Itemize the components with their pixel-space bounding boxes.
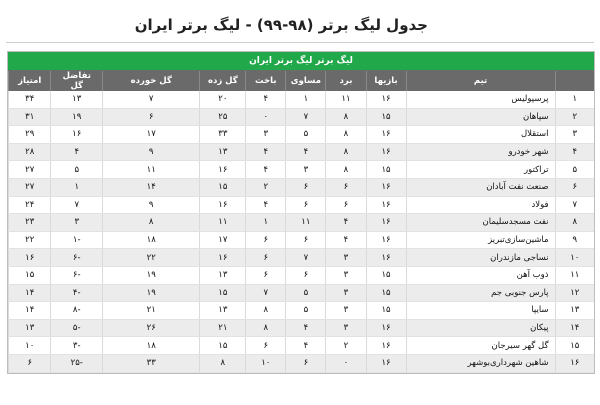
points-cell: ۲۲: [9, 231, 51, 249]
rank-cell: ۱۲: [555, 284, 594, 302]
goal-difference-cell: -۶: [51, 266, 103, 284]
goals-against-cell: ۱۷: [103, 126, 200, 144]
goals-against-cell: ۱۱: [103, 161, 200, 179]
goals-against-cell: ۹: [103, 143, 200, 161]
goal-difference-cell: ۳: [51, 214, 103, 232]
goals-against-cell: ۱۹: [103, 266, 200, 284]
drawn-cell: ۴: [286, 319, 326, 337]
header-points: امتیاز: [9, 71, 51, 91]
points-cell: ۱۴: [9, 284, 51, 302]
played-cell: ۱۶: [366, 231, 406, 249]
points-cell: ۱۳: [9, 319, 51, 337]
table-row: [9, 266, 595, 284]
points-cell: ۱۴: [9, 302, 51, 320]
team-cell: شاهین شهرداری‌بوشهر: [406, 354, 555, 372]
goals-for-cell: ۲۵: [200, 108, 246, 126]
points-cell: ۲۹: [9, 126, 51, 144]
goal-difference-cell: ۱۹: [51, 108, 103, 126]
goal-difference-cell: -۸: [51, 302, 103, 320]
goals-against-cell: ۱۸: [103, 337, 200, 355]
drawn-cell: ۶: [286, 231, 326, 249]
rank-cell: ۶: [555, 178, 594, 196]
title-divider: [6, 42, 594, 43]
drawn-cell: ۵: [286, 126, 326, 144]
team-cell: ذوب آهن: [406, 266, 555, 284]
drawn-cell: ۷: [286, 108, 326, 126]
goals-against-cell: ۶: [103, 108, 200, 126]
goal-difference-cell: ۵: [51, 161, 103, 179]
team-cell: ماشین‌سازی‌تبریز: [406, 231, 555, 249]
rank-cell: ۱: [555, 91, 594, 108]
goals-for-cell: ۱۳: [200, 266, 246, 284]
drawn-cell: ۶: [286, 196, 326, 214]
goal-difference-cell: ۷: [51, 196, 103, 214]
lost-cell: ۱: [246, 214, 286, 232]
lost-cell: ۴: [246, 143, 286, 161]
table-row: [9, 249, 595, 267]
won-cell: ۳: [326, 302, 366, 320]
team-cell: پیکان: [406, 319, 555, 337]
goals-against-cell: ۳۳: [103, 354, 200, 372]
lost-cell: ۴: [246, 196, 286, 214]
points-cell: ۱۰: [9, 337, 51, 355]
rank-cell: ۵: [555, 161, 594, 179]
team-cell: نفت مسجدسلیمان: [406, 214, 555, 232]
table-row: [9, 302, 595, 320]
table-row: [9, 214, 595, 232]
lost-cell: ۳: [246, 126, 286, 144]
rank-cell: ۱۰: [555, 249, 594, 267]
goal-difference-cell: -۶: [51, 249, 103, 267]
points-cell: ۳۱: [9, 108, 51, 126]
played-cell: ۱۶: [366, 143, 406, 161]
won-cell: ۳: [326, 249, 366, 267]
table-row: [9, 91, 595, 108]
goals-against-cell: ۱۹: [103, 284, 200, 302]
drawn-cell: ۴: [286, 143, 326, 161]
team-cell: تراکتور: [406, 161, 555, 179]
played-cell: ۱۵: [366, 266, 406, 284]
won-cell: ۶: [326, 178, 366, 196]
drawn-cell: ۵: [286, 284, 326, 302]
table-row: [9, 196, 595, 214]
played-cell: ۱۶: [366, 337, 406, 355]
goals-for-cell: ۸: [200, 354, 246, 372]
lost-cell: ۶: [246, 337, 286, 355]
points-cell: ۶: [9, 354, 51, 372]
page-title: جدول لیگ برتر (۹۸-۹۹) - لیگ برتر ایران: [134, 16, 428, 34]
goals-against-cell: ۲۱: [103, 302, 200, 320]
header-goals-against: گل خورده: [103, 71, 200, 91]
goal-difference-cell: ۴: [51, 143, 103, 161]
lost-cell: ۶: [246, 266, 286, 284]
won-cell: ۳: [326, 319, 366, 337]
team-cell: نساجی مازندران: [406, 249, 555, 267]
goals-for-cell: ۱۶: [200, 249, 246, 267]
header-lost: باخت: [246, 71, 286, 91]
played-cell: ۱۶: [366, 249, 406, 267]
lost-cell: ۴: [246, 91, 286, 108]
header-row: [9, 71, 595, 91]
goals-for-cell: ۱۳: [200, 302, 246, 320]
goals-for-cell: ۱۷: [200, 231, 246, 249]
drawn-cell: ۵: [286, 302, 326, 320]
points-cell: ۲۷: [9, 161, 51, 179]
goal-difference-cell: -۴: [51, 284, 103, 302]
lost-cell: ۷: [246, 284, 286, 302]
goals-against-cell: ۸: [103, 214, 200, 232]
table-row: [9, 337, 595, 355]
rank-cell: ۹: [555, 231, 594, 249]
lost-cell: ۴: [246, 161, 286, 179]
goal-difference-cell: -۱: [51, 231, 103, 249]
points-cell: ۲۳: [9, 214, 51, 232]
goal-difference-cell: ۱: [51, 178, 103, 196]
table-row: [9, 126, 595, 144]
team-cell: فولاد: [406, 196, 555, 214]
team-cell: سایپا: [406, 302, 555, 320]
rank-cell: ۱۱: [555, 266, 594, 284]
table-row: [9, 143, 595, 161]
table-row: [9, 161, 595, 179]
rank-cell: ۷: [555, 196, 594, 214]
won-cell: ۶: [326, 196, 366, 214]
team-cell: سپاهان: [406, 108, 555, 126]
team-cell: صنعت نفت آبادان: [406, 178, 555, 196]
header-team: تیم: [406, 71, 555, 91]
won-cell: ۰: [326, 354, 366, 372]
drawn-cell: ۶: [286, 266, 326, 284]
team-cell: استقلال: [406, 126, 555, 144]
played-cell: ۱۶: [366, 214, 406, 232]
played-cell: ۱۶: [366, 91, 406, 108]
drawn-cell: ۱: [286, 91, 326, 108]
goals-against-cell: ۱۴: [103, 178, 200, 196]
goals-for-cell: ۲۰: [200, 91, 246, 108]
played-cell: ۱۶: [366, 354, 406, 372]
goals-for-cell: ۳۳: [200, 126, 246, 144]
drawn-cell: ۶: [286, 178, 326, 196]
played-cell: ۱۶: [366, 196, 406, 214]
header-won: برد: [326, 71, 366, 91]
goals-against-cell: ۲۶: [103, 319, 200, 337]
won-cell: ۴: [326, 214, 366, 232]
goals-for-cell: ۱۶: [200, 161, 246, 179]
played-cell: ۱۵: [366, 161, 406, 179]
rank-cell: ۳: [555, 126, 594, 144]
rank-cell: ۱۵: [555, 337, 594, 355]
points-cell: ۳۴: [9, 91, 51, 108]
table-row: [9, 178, 595, 196]
table-row: [9, 319, 595, 337]
goals-for-cell: ۱۵: [200, 284, 246, 302]
rank-cell: ۱۴: [555, 319, 594, 337]
played-cell: ۱۵: [366, 284, 406, 302]
points-cell: ۲۴: [9, 196, 51, 214]
won-cell: ۸: [326, 143, 366, 161]
drawn-cell: ۴: [286, 337, 326, 355]
team-cell: پرسپولیس: [406, 91, 555, 108]
drawn-cell: ۳: [286, 161, 326, 179]
won-cell: ۸: [326, 161, 366, 179]
played-cell: ۱۵: [366, 108, 406, 126]
header-rank: [555, 71, 594, 91]
header-goals-for: گل زده: [200, 71, 246, 91]
league-table: [7, 51, 595, 374]
won-cell: ۱۱: [326, 91, 366, 108]
goals-against-cell: ۲۲: [103, 249, 200, 267]
rank-cell: ۴: [555, 143, 594, 161]
goals-for-cell: ۱۶: [200, 196, 246, 214]
points-cell: ۲۸: [9, 143, 51, 161]
goals-for-cell: ۲۱: [200, 319, 246, 337]
table-caption: لیگ برتر لیگ برتر ایران: [8, 52, 594, 71]
table-row: [9, 284, 595, 302]
played-cell: ۱۵: [366, 302, 406, 320]
goal-difference-cell: ۱۶: [51, 126, 103, 144]
goals-against-cell: ۹: [103, 196, 200, 214]
drawn-cell: ۱۱: [286, 214, 326, 232]
won-cell: ۸: [326, 108, 366, 126]
table-row: [9, 231, 595, 249]
won-cell: ۸: [326, 126, 366, 144]
goal-difference-cell: -۲۵: [51, 354, 103, 372]
played-cell: ۱۶: [366, 126, 406, 144]
points-cell: ۲۷: [9, 178, 51, 196]
header-goal-difference: تفاضل گل: [51, 71, 103, 91]
goal-difference-cell: ۱۳: [51, 91, 103, 108]
goal-difference-cell: -۵: [51, 319, 103, 337]
team-cell: گل گهر سیرجان: [406, 337, 555, 355]
rank-cell: ۲: [555, 108, 594, 126]
goals-against-cell: ۷: [103, 91, 200, 108]
lost-cell: ۱۰: [246, 354, 286, 372]
points-cell: ۱۶: [9, 249, 51, 267]
table-row: [9, 354, 595, 372]
goals-against-cell: ۱۸: [103, 231, 200, 249]
lost-cell: ۶: [246, 249, 286, 267]
header-played: بازیها: [366, 71, 406, 91]
points-cell: ۱۵: [9, 266, 51, 284]
won-cell: ۳: [326, 284, 366, 302]
goals-for-cell: ۱۳: [200, 143, 246, 161]
standings-table: [8, 71, 594, 373]
goals-for-cell: ۱۵: [200, 178, 246, 196]
lost-cell: ۸: [246, 302, 286, 320]
lost-cell: ۲: [246, 178, 286, 196]
rank-cell: ۱۳: [555, 302, 594, 320]
played-cell: ۱۶: [366, 319, 406, 337]
rank-cell: ۸: [555, 214, 594, 232]
table-row: [9, 108, 595, 126]
header-drawn: مساوی: [286, 71, 326, 91]
lost-cell: ۰: [246, 108, 286, 126]
drawn-cell: ۷: [286, 249, 326, 267]
rank-cell: ۱۶: [555, 354, 594, 372]
team-cell: شهر خودرو: [406, 143, 555, 161]
lost-cell: ۶: [246, 231, 286, 249]
team-cell: پارس جنوبی جم: [406, 284, 555, 302]
goal-difference-cell: -۳: [51, 337, 103, 355]
won-cell: ۲: [326, 337, 366, 355]
goals-for-cell: ۱۵: [200, 337, 246, 355]
played-cell: ۱۶: [366, 178, 406, 196]
won-cell: ۳: [326, 266, 366, 284]
goals-for-cell: ۱۱: [200, 214, 246, 232]
drawn-cell: ۶: [286, 354, 326, 372]
won-cell: ۴: [326, 231, 366, 249]
lost-cell: ۸: [246, 319, 286, 337]
